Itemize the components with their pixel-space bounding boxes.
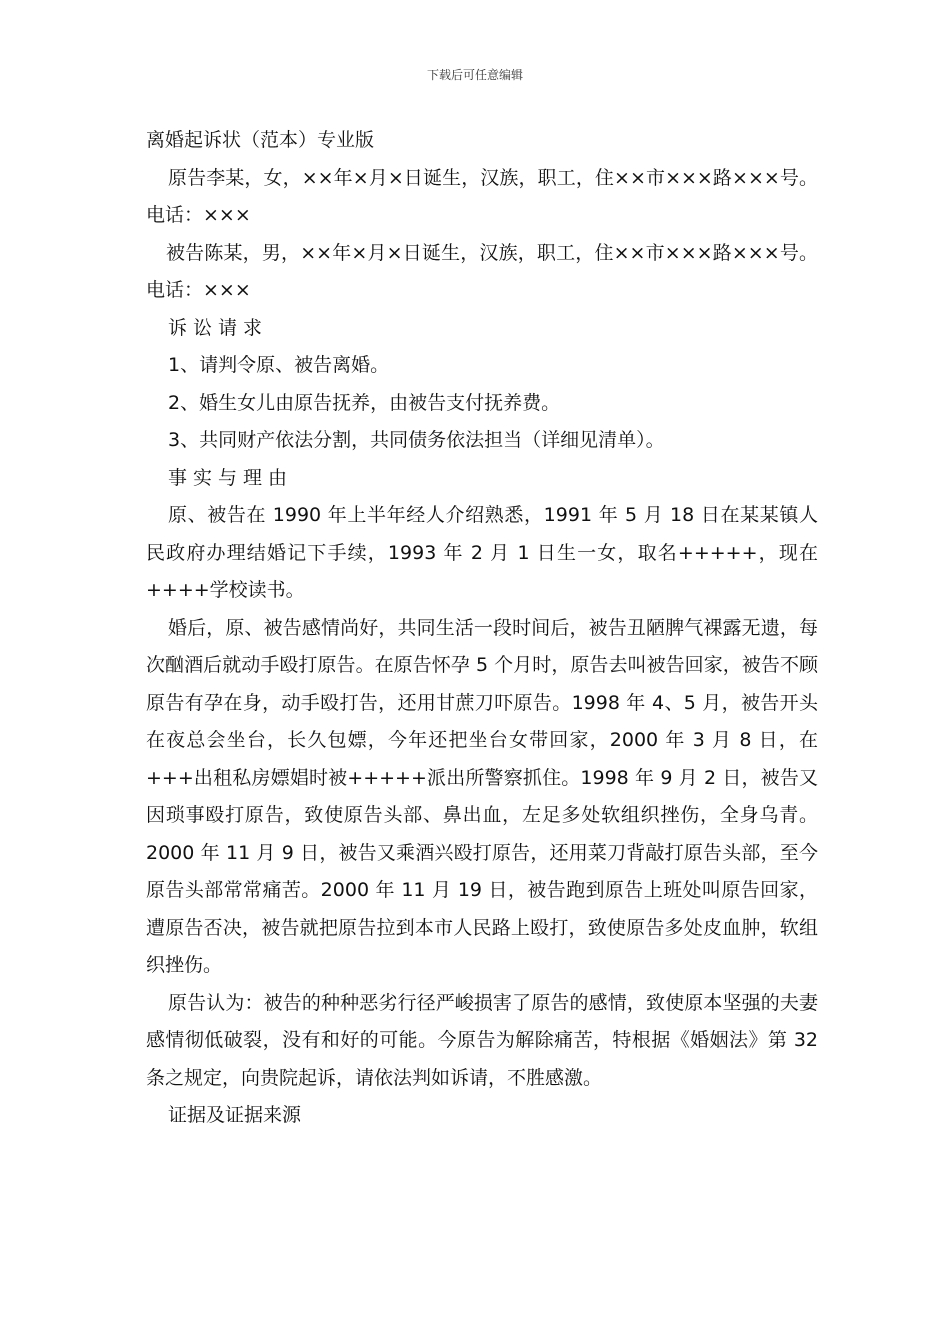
- document-body: [146, 122, 818, 1135]
- facts-paragraph: 婚后，原、被告感情尚好，共同生活一段时间后，被告丑陋脾气裸露无遗，每次酗酒后就动手殴打原告。在原告怀孕 5 个月时，原告去叫被告回家，被告不顾原告有孕在身，动手殴打告，还用甘蔗刀吓原告。1998 年 4、5 月，被告开头在夜总会坐台，长久包嫖，今年还把坐台女带回家，2000 年 3 月 8 日，在+++出租私房嫖娼时被+++++派出所警察抓住。1998 年 9 月 2 日，被告又因琐事殴打原告，致使原告头部、鼻出血，左足多处软组织挫伤，全身乌青。2000 年 11 月 9 日，被告又乘酒兴殴打原告，还用菜刀背敲打原告头部，至今原告头部常常痛苦。2000 年 11 月 19 日，被告跑到原告上班处叫原告回家，遭原告否决，被告就把原告拉到本市人民路上殴打，致使原告多处皮血肿，软组织挫伤。: [146, 616, 818, 976]
- claim-item: 1、请判令原、被告离婚。: [168, 354, 390, 376]
- defendant-info: 被告陈某，男，××年×月×日诞生，汉族，职工，住××市×××路×××号。 电话：×××: [146, 241, 818, 301]
- facts-heading: 事实与理由: [168, 466, 294, 489]
- reason-paragraph: 原告认为：被告的种种恶劣行径严峻损害了原告的感情，致使原本坚强的夫妻感情彻低破裂，没有和好的可能。今原告为解除痛苦，特根据《婚姻法》第 32 条之规定，向贵院起诉，请依法判如诉请，不胜感激。: [146, 991, 818, 1089]
- claims-heading: 诉讼请求: [168, 316, 269, 339]
- header-note: 下载后可任意编辑: [426, 68, 523, 82]
- claim-item: 2、婚生女儿由原告抚养，由被告支付抚养费。: [168, 391, 561, 414]
- claim-item: 3、共同财产依法分割，共同债务依法担当（详细见清单）。: [168, 429, 665, 451]
- plaintiff-info: 原告李某，女，××年×月×日诞生，汉族，职工，住××市×××路×××号。 电话：×××: [146, 166, 818, 226]
- document-title: 离婚起诉状（范本）专业版: [146, 129, 375, 151]
- evidence-heading: 证据及证据来源: [168, 1104, 302, 1126]
- facts-paragraph: 原、被告在 1990 年上半年经人介绍熟悉，1991 年 5 月 18 日在某某镇人民政府办理结婚记下手续，1993 年 2 月 1 日生一女，取名+++++，现在++++学校读书。: [146, 504, 818, 601]
